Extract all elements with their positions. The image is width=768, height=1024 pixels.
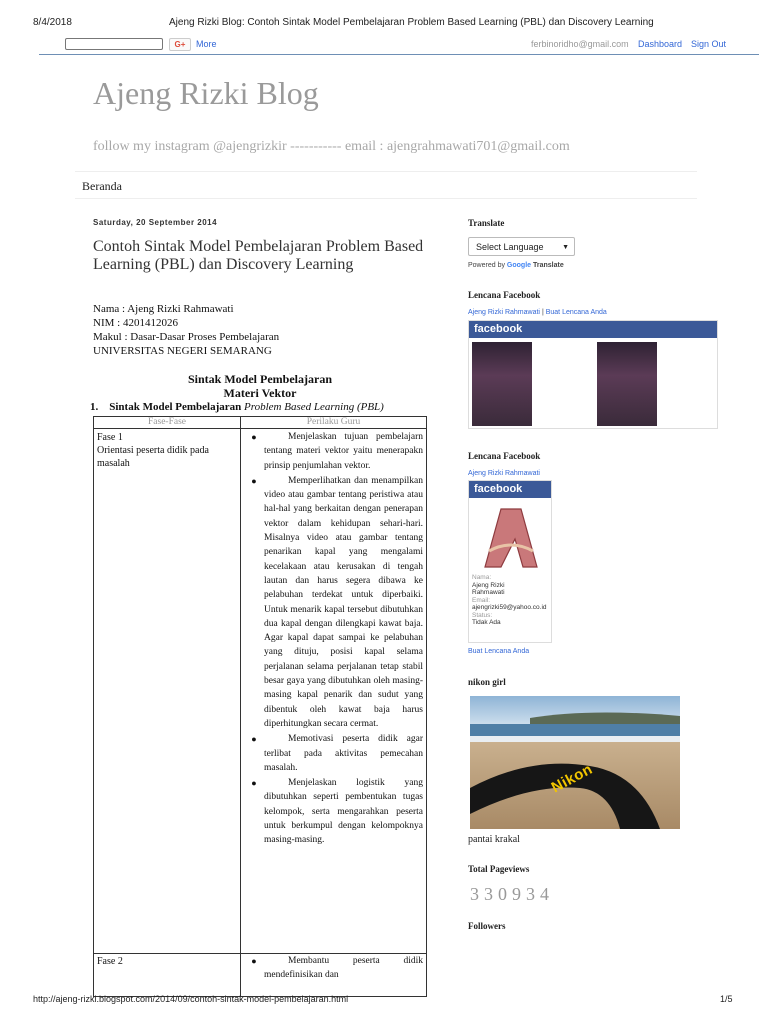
list-item: ● Memperlihatkan dan menampilkan video atau gambar tentang peristiwa atau hal-hal yang berkaitan dengan penerapan vektor dalam kehidupan sehari-hari. Misalnya video atau gambar tentang penarikan kapal yang mengalami kecelakaan atau kerusakan di tengah lautan dan harus segera dibawa ke pelabuhan terdekat untuk diperbaiki. Untuk menarik kapal tersebut dibutuhkan dua kapal dengan dilengkapi kawat baja. Agar kapal dapat sampai ke pelabuhan yang dituju, posisi kapal selama perjalanan selama perjalanan tetap stabil besar gaya yang dibutuhkan oleh masing-masing kapal penarik dan sudut yang dibentuk oleh kawat baja harus diperhitungkan secara cermat.	[251, 475, 423, 729]
translate-heading: Translate	[468, 218, 505, 228]
pageviews-counter: 330934	[470, 884, 554, 904]
list-item: ● Menjelaskan logistik yang dibutuhkan seperti pembentukan tugas kelompok, serta mengarahkan peserta untuk berkumpul dengan kelompoknya masing-masing.	[251, 778, 423, 846]
google-plus-button[interactable]: G+	[169, 38, 191, 51]
badge2-details: Nama: Ajeng Rizki Rahmawati Email: ajengrizki59@yahoo.co.id Status: Tidak Ada	[472, 574, 547, 626]
section-number: 1.	[90, 401, 99, 413]
page-tabs	[75, 171, 697, 199]
fase1-behaviors	[241, 429, 427, 954]
content-heading-2: Materi Vektor	[223, 386, 297, 400]
print-url: http://ajeng-rizki.blogspot.com/2014/09/contoh-sintak-model-pembelajaran.html	[33, 994, 349, 1004]
section-italic: Problem Based Learning (PBL)	[244, 401, 384, 413]
blog-title[interactable]: Ajeng Rizki Blog	[93, 75, 319, 111]
tab-beranda[interactable]: Beranda	[82, 179, 122, 193]
table-header-fase: Fase-Fase	[94, 417, 241, 429]
table-row	[94, 429, 427, 954]
blog-description: follow my instagram @ajengrizkir ----------- email : ajengrahmawati701@gmail.com	[93, 139, 570, 154]
signout-link[interactable]: Sign Out	[691, 39, 727, 49]
fase2-cell	[94, 954, 241, 997]
info-makul: Makul : Dasar-Dasar Proses Pembelajaran	[93, 331, 280, 343]
language-select-value: Select Language	[476, 242, 544, 252]
sintak-table	[93, 416, 427, 997]
fase1-cell	[94, 429, 241, 954]
facebook-badge-2[interactable]	[468, 480, 552, 643]
badge1-name-link[interactable]: Ajeng Rizki Rahmawati	[468, 309, 540, 316]
letter-a-art-icon	[471, 501, 549, 573]
powered-by: Powered by Google Translate	[468, 262, 564, 269]
nikon-strap-text: Nikon	[548, 760, 596, 797]
badge1-heading: Lencana Facebook	[468, 290, 541, 300]
section-heading	[90, 401, 384, 413]
nikon-photo[interactable]	[470, 696, 680, 829]
google-logo: Google	[506, 262, 532, 269]
content-heading-1: Sintak Model Pembelajaran	[188, 372, 332, 386]
info-nim: NIM : 4201412026	[93, 317, 178, 329]
blogger-navbar	[39, 36, 759, 55]
dropdown-arrow-icon: ▼	[562, 244, 569, 251]
print-page-title: Ajeng Rizki Blog: Contoh Sintak Model Pembelajaran Problem Based Learning (PBL) dan Discovery Learning	[169, 17, 654, 28]
language-select[interactable]	[468, 237, 575, 256]
profile-image[interactable]	[471, 501, 549, 573]
badge1-create-link[interactable]: Buat Lencana Anda	[545, 309, 607, 316]
info-university: UNIVERSITAS NEGERI SEMARANG	[93, 345, 272, 357]
translate-link[interactable]: Translate	[533, 262, 564, 269]
facebook-badge-1[interactable]	[468, 320, 718, 429]
facebook-logo: facebook	[469, 321, 717, 338]
list-item: ● Memotivasi peserta didik agar terlibat pada aktivitas pemecahan masalah.	[251, 734, 423, 773]
beach-strap-photo-icon	[470, 696, 680, 829]
info-nama: Nama : Ajeng Rizki Rahmawati	[93, 303, 234, 315]
badge2-name-link[interactable]: Ajeng Rizki Rahmawati	[468, 470, 540, 477]
list-item: ● Membantu peserta didik mendefinisikan dan	[251, 956, 423, 981]
post-title[interactable]: Contoh Sintak Model Pembelajaran Problem Based Learning (PBL) dan Discovery Learning	[93, 238, 424, 273]
table-header-perilaku: Perilaku Guru	[241, 417, 427, 429]
badge2-create-link[interactable]: Buat Lencana Anda	[468, 648, 530, 655]
profile-photo-1[interactable]	[472, 342, 532, 426]
facebook-logo: facebook	[469, 481, 551, 498]
post-date: Saturday, 20 September 2014	[93, 218, 218, 227]
section-bold: Sintak Model Pembelajaran	[109, 401, 242, 413]
badge2-heading: Lencana Facebook	[468, 451, 541, 461]
more-link[interactable]: More	[196, 39, 217, 49]
dashboard-link[interactable]: Dashboard	[638, 39, 683, 49]
pageviews-heading: Total Pageviews	[468, 864, 530, 874]
user-email: ferbinoridho@gmail.com	[531, 39, 629, 49]
nikon-caption: pantai krakal	[468, 834, 520, 845]
fase1-title: Fase 1	[97, 432, 123, 443]
search-input[interactable]	[65, 38, 163, 50]
profile-photo-2[interactable]	[597, 342, 657, 426]
badge1-links: Ajeng Rizki Rahmawati | Buat Lencana Anda	[468, 309, 607, 316]
fase1-desc: Orientasi peserta didik pada masalah	[97, 445, 209, 469]
list-item: ● Menjelaskan tujuan pembelajarn tentang materi vektor yaitu menerapakn prinsip penjumlahan vektor.	[251, 432, 423, 471]
nikon-heading: nikon girl	[468, 677, 506, 687]
print-page-number: 1/5	[720, 994, 733, 1004]
print-date: 8/4/2018	[33, 17, 72, 28]
followers-heading: Followers	[468, 921, 506, 931]
fase2-title: Fase 2	[97, 956, 123, 967]
table-row	[94, 954, 427, 997]
fase2-behaviors	[241, 954, 427, 997]
